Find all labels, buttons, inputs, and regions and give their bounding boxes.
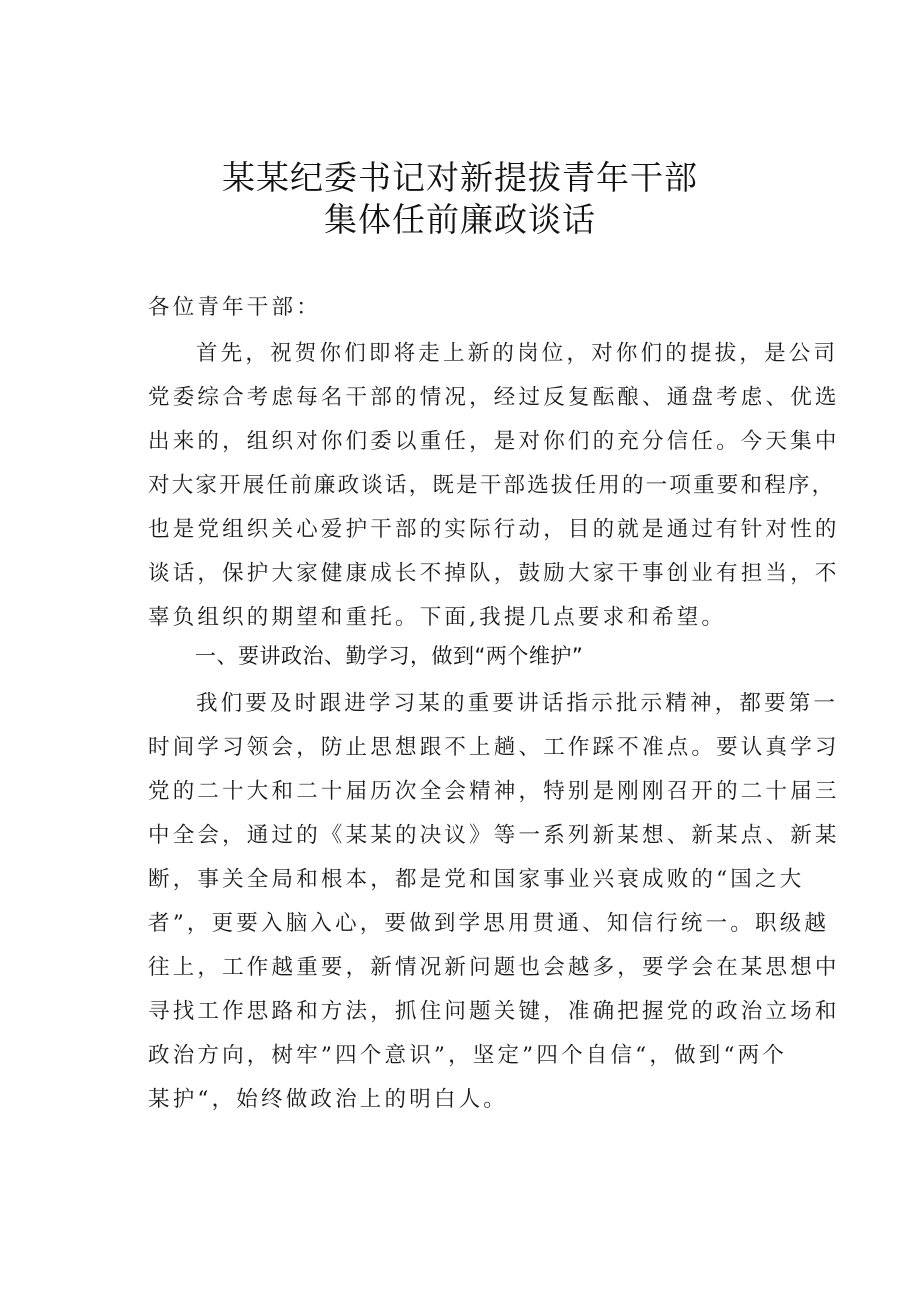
document-title-line-1: 某某纪委书记对新提拔青年干部 bbox=[222, 158, 698, 197]
paragraph-2-line: 我们要及时跟进学习某的重要讲话指示批示精神，都要第一 bbox=[196, 691, 839, 716]
paragraph-2-line: 寻找工作思路和方法，抓住问题关键，准确把握党的政治立场和 bbox=[148, 999, 840, 1024]
paragraph-2-line: 党的二十大和二十届历次全会精神，特别是刚刚召开的二十届三 bbox=[148, 779, 840, 804]
paragraph-2-line: 某护“，始终做政治上的明白人。 bbox=[148, 1087, 508, 1112]
paragraph-1-line: 对大家开展任前廉政谈话，既是干部选拔任用的一项重要和程序， bbox=[148, 473, 836, 498]
section-1-heading: 一、要讲政治、勤学习，做到“两个维护” bbox=[195, 644, 584, 668]
document-title-line-2: 集体任前廉政谈话 bbox=[324, 200, 596, 239]
paragraph-2-line: 时间学习领会，防止思想跟不上趟、工作踩不准点。要认真学习 bbox=[148, 735, 840, 760]
salutation: 各位青年干部： bbox=[148, 295, 321, 320]
paragraph-2-line: 政治方向，树牢”四个意识”，坚定”四个自信“，做到“两个 bbox=[148, 1043, 788, 1068]
paragraph-2-line: 断，事关全局和根本，都是党和国家事业兴衰成败的“国之大 bbox=[148, 867, 805, 892]
paragraph-1-line: 出来的，组织对你们委以重任，是对你们的充分信任。今天集中 bbox=[148, 429, 840, 454]
paragraph-1-line: 也是党组织关心爱护干部的实际行动，目的就是通过有针对性的 bbox=[148, 517, 840, 542]
paragraph-2-line: 往上，工作越重要，新情况新问题也会越多，要学会在某思想中 bbox=[148, 955, 840, 980]
paragraph-2-line: 中全会，通过的《某某的决议》等一系列新某想、新某点、新某 bbox=[148, 823, 840, 848]
paragraph-1-line: 谈话，保护大家健康成长不掉队，鼓励大家干事创业有担当，不 bbox=[148, 561, 840, 586]
paragraph-1-line: 首先，祝贺你们即将走上新的岗位，对你们的提拔，是公司 bbox=[196, 341, 839, 366]
paragraph-2-line: 者”，更要入脑入心，要做到学思用贯通、知信行统一。职级越 bbox=[148, 911, 830, 936]
paragraph-1-line: 辜负组织的期望和重托。下面,我提几点要求和希望。 bbox=[148, 605, 727, 630]
paragraph-1-line: 党委综合考虑每名干部的情况，经过反复酝酿、通盘考虑、优选 bbox=[148, 385, 840, 410]
